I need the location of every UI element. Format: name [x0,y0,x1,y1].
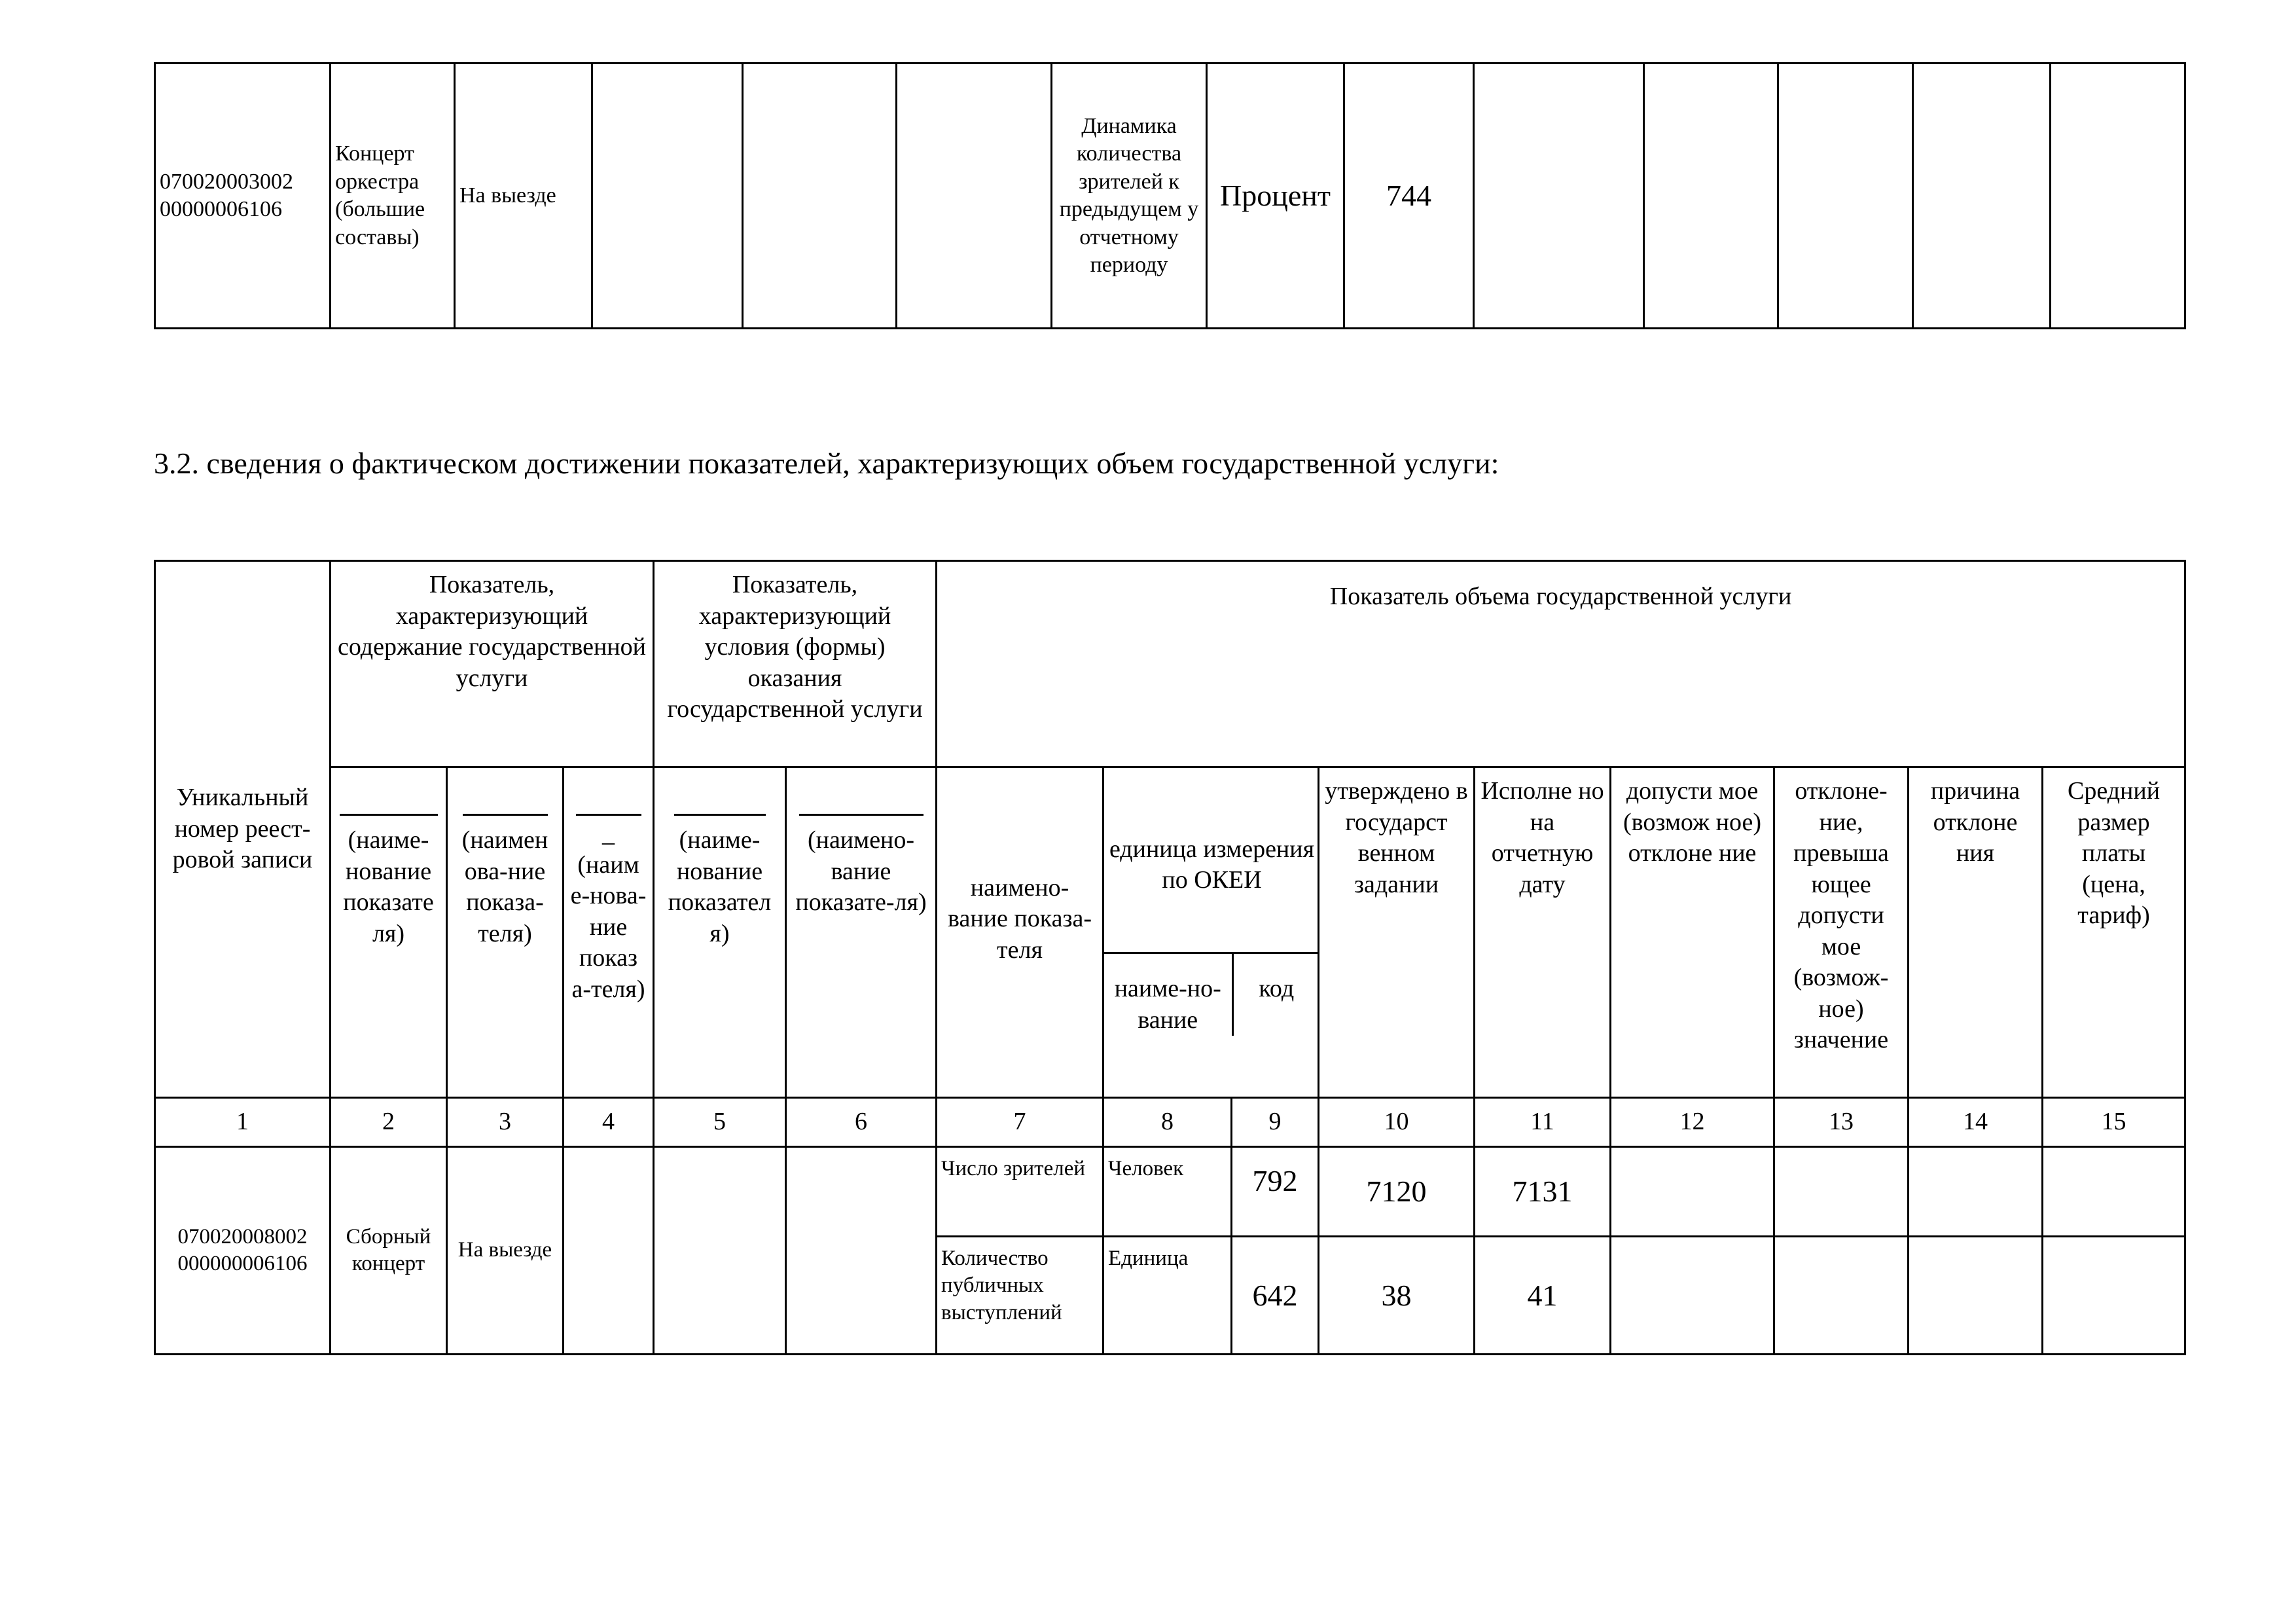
column-number: 11 [1475,1098,1611,1147]
empty-cell [786,1147,937,1355]
top-table-row [155,64,2185,329]
empty-cell [1909,1147,2043,1237]
empty-cell [1774,1237,1909,1355]
indicator-name-cell: Количество публичных выступлений [937,1237,1103,1355]
unit-cell: Процент [1207,64,1344,329]
empty-cell [1611,1147,1774,1237]
column-number: 8 [1103,1098,1232,1147]
top-table [154,62,2186,329]
record-code-cell: 070020008002 000000006106 [155,1147,331,1355]
empty-cell [1913,64,2051,329]
empty-cell [1611,1237,1774,1355]
column-number: 1 [155,1098,331,1147]
empty-cell [2043,1147,2185,1237]
unit-name-cell: Единица [1103,1237,1232,1355]
col13-header: отклоне-ние, превыша ющее допусти мое (возмож-ное) значение [1774,767,1909,1098]
approved-value-cell: 38 [1319,1237,1475,1355]
empty-cell [743,64,897,329]
blank-underline [799,814,924,816]
approved-value-cell: 7120 [1319,1147,1475,1237]
empty-cell [1474,64,1644,329]
col4-label: (наим е-нова-ние показ а-теля) [570,850,647,1003]
col12-header: допусти мое (возмож ное) отклоне ние [1611,767,1774,1098]
empty-cell [2043,1237,2185,1355]
volume-group-header: Показатель объема государственной услуги [937,561,2185,767]
condition-cell: На выезде [447,1147,564,1355]
content-group-header: Показатель, характеризующий содержание государственной услуги [331,561,654,767]
col3-label: (наимен ова-ние показа-теля) [461,826,548,947]
empty-cell [564,1147,654,1355]
col6-label: (наимено-вание показате-ля) [795,826,927,916]
col6-header [786,767,937,1098]
table-row [155,1147,2185,1237]
indicator-name-cell: Число зрителей [937,1147,1103,1237]
column-number: 9 [1232,1098,1319,1147]
column-number: 12 [1611,1098,1774,1147]
col3-header [447,767,564,1098]
col8-header: наиме-но-вание [1104,953,1232,1036]
col2-header [331,767,447,1098]
column-number: 7 [937,1098,1103,1147]
column-number: 14 [1909,1098,2043,1147]
content-cell: Сборный концерт [331,1147,447,1355]
col9-header: код [1232,953,1319,1036]
empty-cell [1909,1237,2043,1355]
col10-header: утверждено в государст венном задании [1319,767,1475,1098]
col4-dash: _ [602,820,615,847]
column-number: 5 [654,1098,786,1147]
unique-number-header: Уникальный номер реест-ровой записи [155,561,331,1098]
volume-table [154,560,2186,1355]
col7-header: наимено-вание показа-теля [937,767,1103,1098]
col5-header [654,767,786,1098]
unit-code-cell: 642 [1232,1237,1319,1355]
col5-label: (наиме-нование показател я) [668,826,772,947]
empty-cell [2051,64,2185,329]
conditions-group-header: Показатель, характеризующий условия (формы) оказания государственной услуги [654,561,937,767]
unit-group-label: единица измерения по ОКЕИ [1104,829,1319,953]
header-row-2 [155,767,2185,1098]
header-row-1 [155,561,2185,767]
condition-cell: На выезде [455,64,592,329]
content-cell: Концерт оркестра (большие составы) [331,64,455,329]
col14-header: причина отклоне ния [1909,767,2043,1098]
blank-underline [463,814,548,816]
column-number: 3 [447,1098,564,1147]
blank-underline [674,814,766,816]
empty-cell [1644,64,1778,329]
unit-code-cell: 744 [1344,64,1474,329]
unit-code-cell: 792 [1232,1147,1319,1237]
unit-group-header [1103,767,1319,1098]
col4-header [564,767,654,1098]
column-number: 13 [1774,1098,1909,1147]
unit-subtable [1104,829,1319,1036]
empty-cell [897,64,1052,329]
empty-cell [1778,64,1913,329]
col15-header: Средний размер платы (цена, тариф) [2043,767,2185,1098]
empty-cell [1774,1147,1909,1237]
column-number: 2 [331,1098,447,1147]
col11-header: Исполне но на отчетную дату [1475,767,1611,1098]
empty-cell [654,1147,786,1355]
column-number-row [155,1098,2185,1147]
section-heading: 3.2. сведения о фактическом достижении показателей, характеризующих объем государственной услуги: [154,447,1499,480]
column-number: 15 [2043,1098,2185,1147]
column-number: 10 [1319,1098,1475,1147]
indicator-name-cell: Динамика количества зрителей к предыдущем у отчетному периоду [1052,64,1207,329]
actual-value-cell: 7131 [1475,1147,1611,1237]
empty-cell [592,64,743,329]
actual-value-cell: 41 [1475,1237,1611,1355]
record-code-cell: 070020003002 00000006106 [155,64,331,329]
blank-underline [576,814,641,816]
column-number: 4 [564,1098,654,1147]
blank-underline [340,814,438,816]
col2-label: (наиме-нование показате ля) [343,826,434,947]
unit-name-cell: Человек [1103,1147,1232,1237]
column-number: 6 [786,1098,937,1147]
